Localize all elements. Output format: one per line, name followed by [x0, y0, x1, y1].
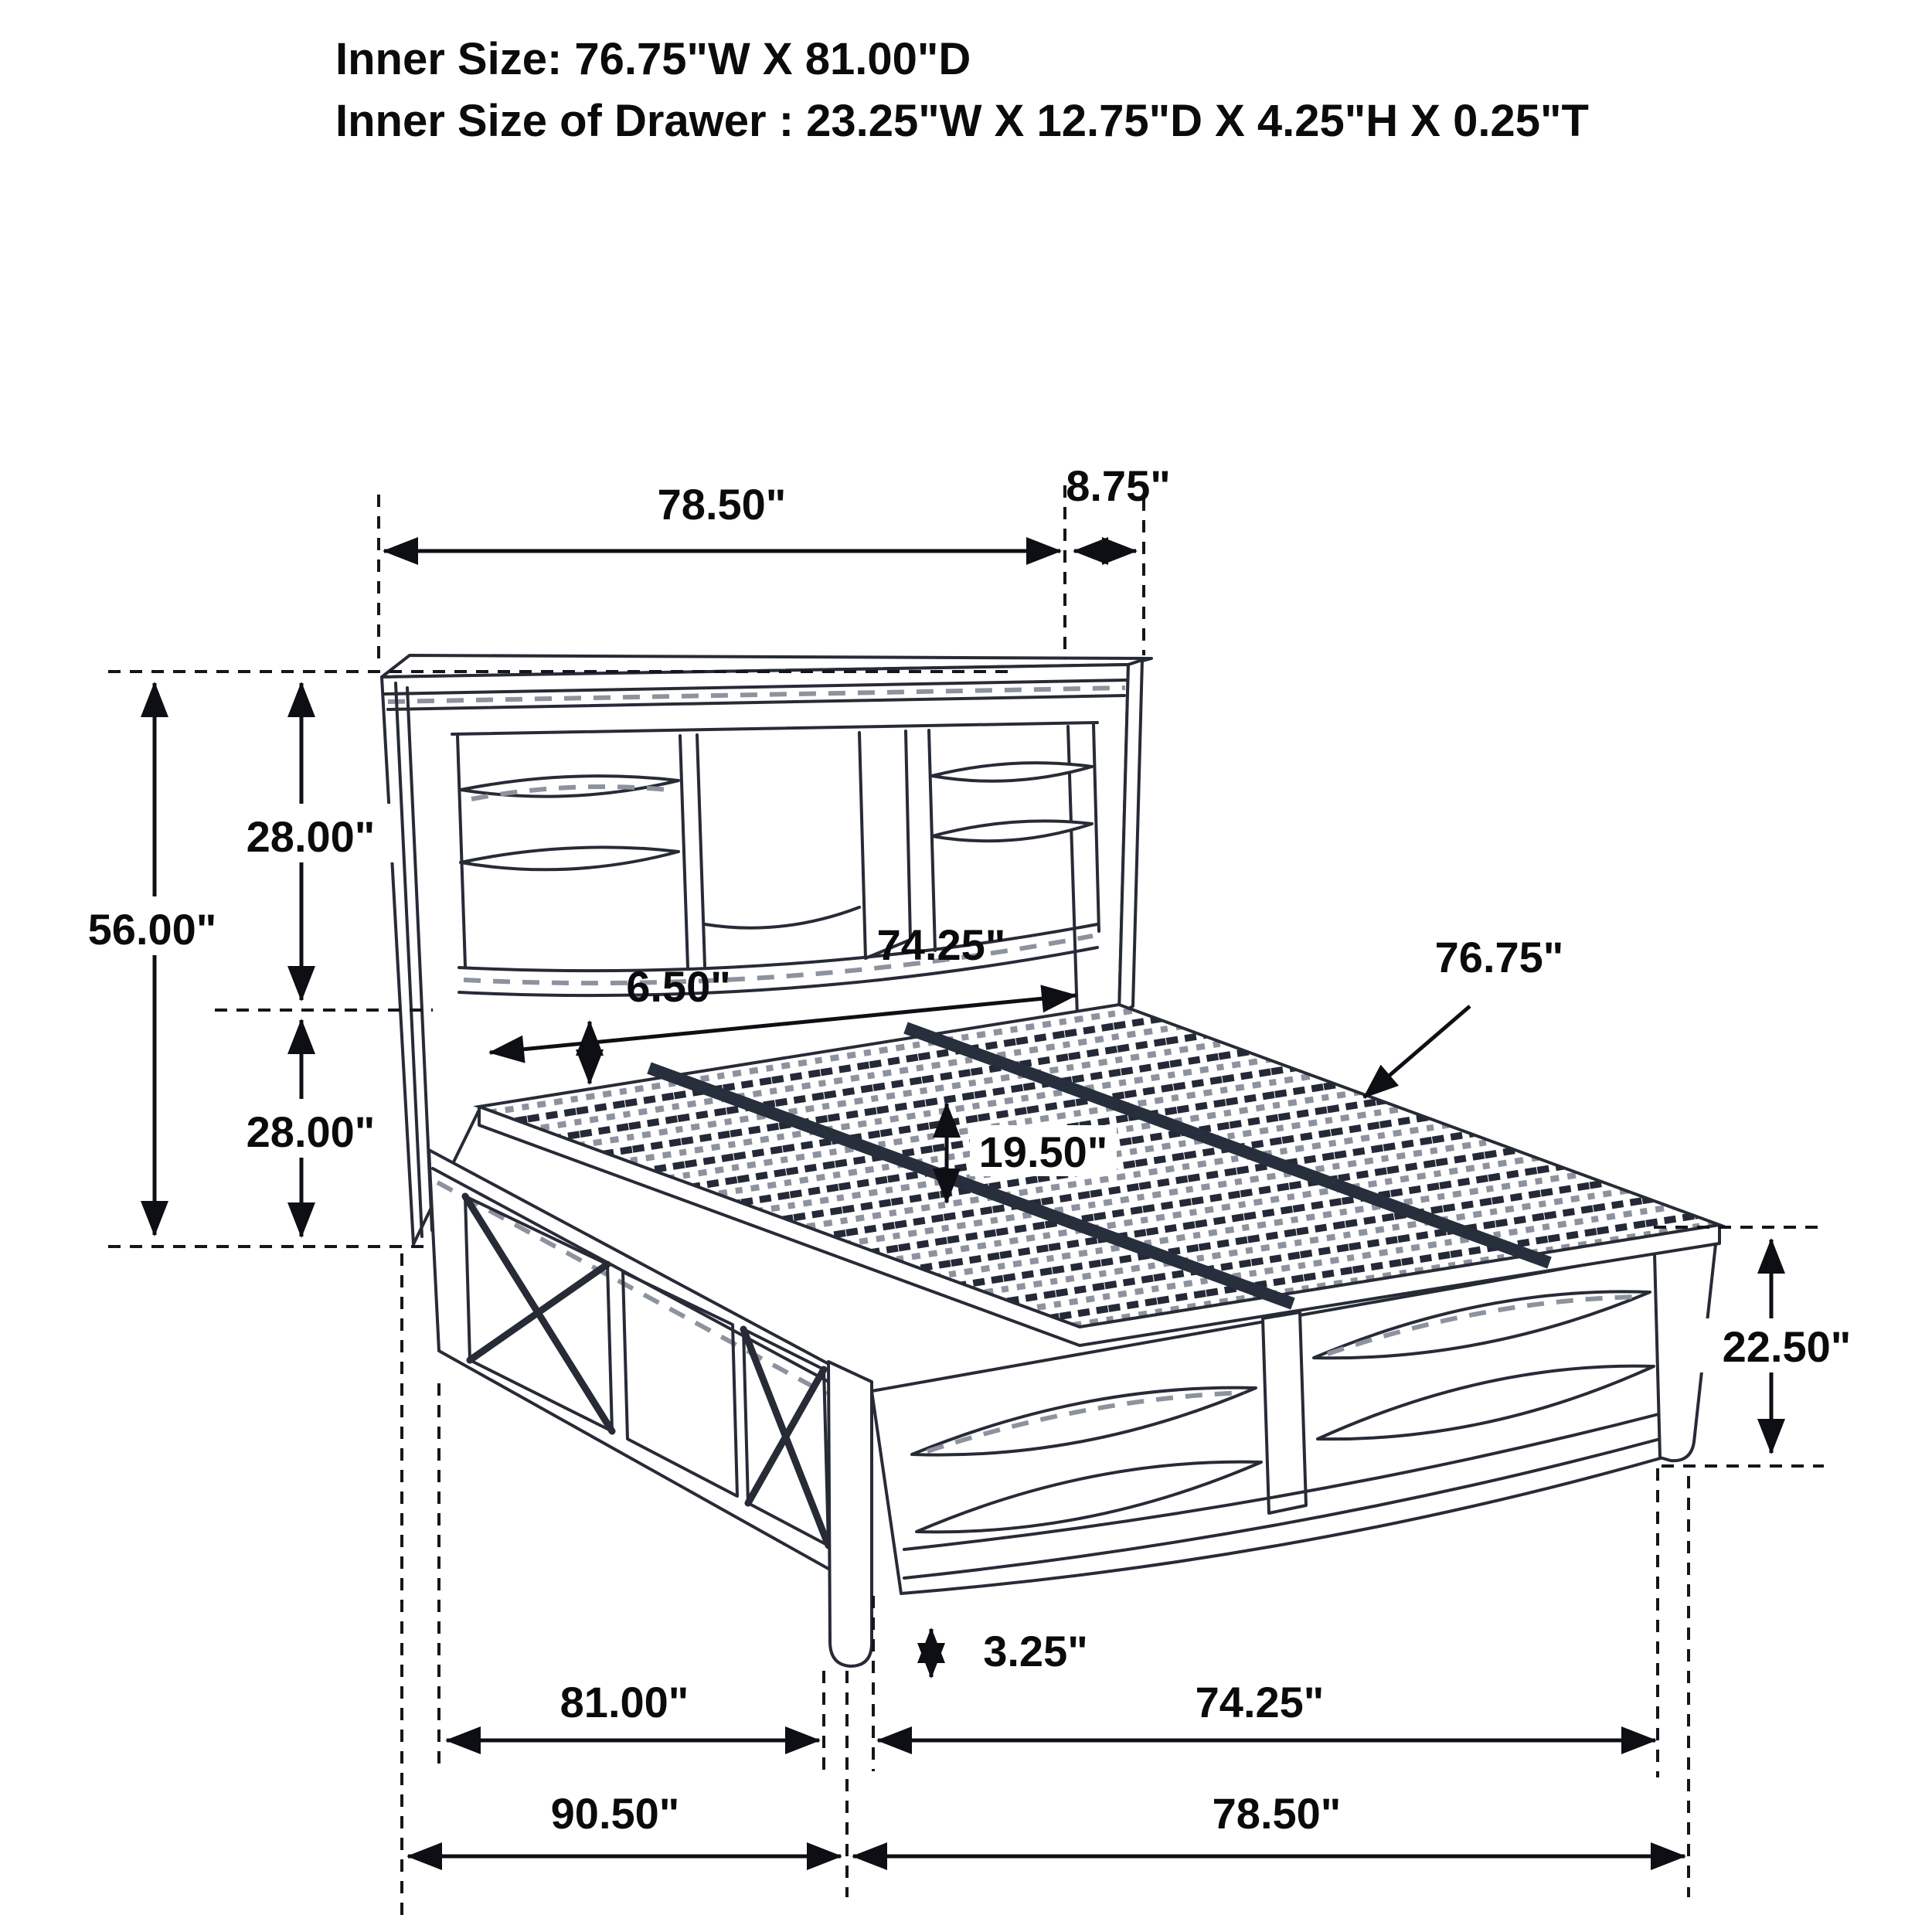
- header-text: [335, 34, 1589, 146]
- dim-inner-width-label: 76.75": [1434, 933, 1564, 981]
- dim-headboard-upper-label: 28.00": [246, 812, 376, 861]
- dim-foot-clearance-label: 3.25": [983, 1627, 1088, 1675]
- dim-slat-span-label: 74.25": [876, 920, 1006, 969]
- dim-overall-width-label: 78.50": [1212, 1789, 1342, 1838]
- inner-size-line: Inner Size: 76.75"W X 81.00"D: [335, 34, 971, 84]
- dim-headboard-height-label: 56.00": [87, 905, 217, 954]
- dim-overall-length-label: 90.50": [550, 1789, 680, 1838]
- dim-headboard-depth-label: 8.75": [1066, 461, 1171, 510]
- dim-storage-length-label: 81.00": [560, 1678, 689, 1726]
- dim-headboard-lower-label: 28.00": [246, 1107, 376, 1156]
- dim-inner-width-leader: [1364, 1006, 1470, 1097]
- dim-top-width-label: 78.50": [657, 480, 787, 529]
- front-left-leg: [828, 1362, 872, 1666]
- dim-footboard-height-label: 22.50": [1722, 1322, 1852, 1371]
- dim-foot-inner-width-label: 74.25": [1195, 1678, 1325, 1726]
- drawer-size-line: Inner Size of Drawer : 23.25"W X 12.75"D X 4.25"H X 0.25"T: [335, 96, 1589, 146]
- dim-deck-offset-label: 6.50": [626, 962, 731, 1011]
- dim-slat-gap-label: 19.50": [978, 1128, 1108, 1176]
- footboard-center-stile: [1263, 1312, 1306, 1513]
